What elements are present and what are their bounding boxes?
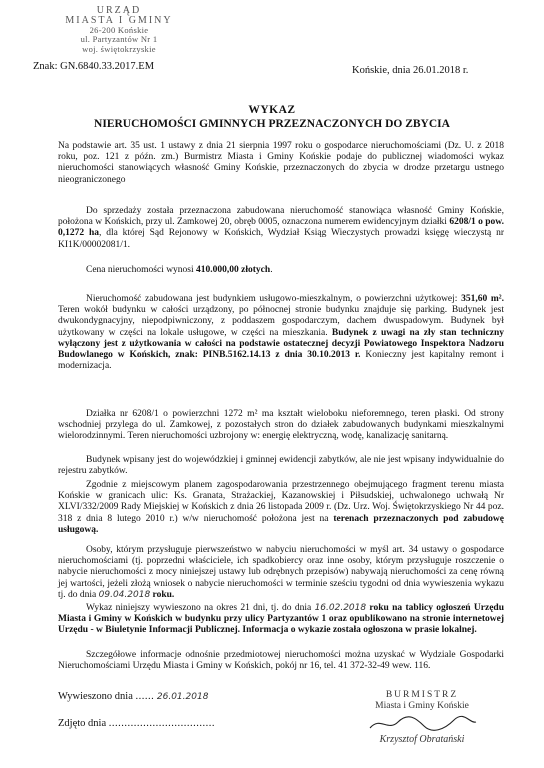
text: Do sprzedaży została przeznaczona zabudowana nieruchomość stanowiąca własność Gminy Końskie, położona w Końskich, przy ul. Zamkowej 20, obręb 0005, oznaczona numerem ewidencyjnym działki (58, 206, 504, 228)
stamp-line: MIASTA I GMINY (65, 14, 173, 26)
stamp-line: woj. świętokrzyskie (82, 44, 156, 55)
reference-number: Znak: GN.6840.33.2017.EM (33, 61, 155, 72)
dots: ...... (135, 691, 155, 702)
stamp-line: ul. Partyzantów Nr 1 (80, 34, 158, 45)
text: Cena nieruchomości wynosi (86, 265, 197, 275)
handwritten-date: 26.01.2018 (156, 692, 209, 702)
paragraph-priority (58, 545, 504, 601)
text: Nieruchomość zabudowana jest budynkiem usługowo-mieszkalnym, o powierzchni użytkowej: (86, 294, 462, 304)
text: Konieczny jest kapitalny remont i modernizacja. (58, 350, 504, 372)
stamp-title: BURMISTRZ (385, 690, 459, 700)
zoning-designation: terenach przeznaczonych pod zabudowę usługową. (58, 513, 504, 535)
floor-area: 351,60 m². (461, 294, 504, 304)
document-subtitle: NIERUCHOMOŚCI GMINNYCH PRZEZNACZONYCH DO ZBYCIA (94, 118, 450, 130)
text: roku. (150, 589, 175, 600)
paragraph-contact: Szczegółowe informacje odnośnie przedmiotowej nieruchomości można uzyskać w Wydziale Gospodarki Nieruchomościami Urzędu Miasta i Gminy w Końskich, pokój nr 16, tel. 41 372-32-49 wew. 116. (58, 650, 504, 672)
text: . (270, 265, 273, 275)
paragraph-plot: Działka nr 6208/1 o powierzchni 1272 m² ma kształt wieloboku nieforemnego, teren płaski. Od strony wschodniej przylega do ul. Zamkowej, z pozostałych stron do działek zabudowanych budynkami mieszkalnymi wielorodzinnymi. Teren nieruchomości uzbrojony w: energię elektryczną, wodę, kanalizację sanitarną. (58, 409, 504, 442)
plot-number: 6208/1 o pow. 0,1272 ha (58, 217, 504, 239)
paragraph-price (58, 265, 504, 276)
paragraph-property (58, 206, 504, 251)
paragraph-zoning (58, 480, 504, 536)
paragraph-building (58, 294, 504, 372)
signature-icon (362, 714, 482, 734)
stamp-line: 26-200 Końskie (89, 24, 149, 35)
place-date: Końskie, dnia 26.01.2018 r. (352, 65, 469, 76)
stamp-office: Miasta i Gminy Końskie (375, 701, 469, 711)
text: roku na tablicy ogłoszeń Urzędu Miasta i Gminy w Końskich w budynku przy ulicy Partyzantów 1 oraz opublikowano na stronie internetowej Urzędu - w Biuletynie Informacji Publicznej. Informacja o wykazie została ogłoszona w prasie lokalnej. (58, 603, 504, 636)
paragraph-heritage: Budynek wpisany jest do wojewódzkiej i gminnej ewidencji zabytków, ale nie jest wpisany indywidualnie do rejestru zabytków. (58, 455, 504, 477)
text: Wykaz niniejszy wywieszono na okres 21 dni, tj. do dnia (86, 603, 315, 613)
office-stamp (44, 6, 194, 55)
document-title: WYKAZ (248, 104, 296, 116)
dots: .................................. (108, 718, 215, 729)
removed-date-line (58, 717, 215, 730)
mayor-stamp (352, 690, 492, 745)
handwritten-date: 09.04.2018 (98, 589, 151, 600)
removed-label: Zdjęto dnia (58, 718, 107, 729)
text: Teren wokół budynku w całości urządzony, po północnej stronie budynku znajduje się parking. Budynek jest dwukondygnacyjny, niepodpiwniczony, z poddaszem gospodarczym, dachem dwuspadowym. Budynek był użytkowany w części na lokale usługowe, w części na mieszkania. (58, 305, 504, 338)
paragraph-legal-basis: Na podstawie art. 35 ust. 1 ustawy z dnia 21 sierpnia 1997 roku o gospodarce nieruchomościami (Dz. U. z 2018 roku, poz. 121 z późn. zm.) Burmistrz Miasta i Gminy Końskie podaje do publicznej wiadomości wykaz nieruchomości stanowiących własność Gminy Końskie, przeznaczonych do zbycia w drodze przetargu ustnego nieograniczonego (58, 141, 504, 185)
signer-name: Krzysztof Obratański (379, 734, 465, 745)
text: , dla której Sąd Rejonowy w Końskich, Wydział Ksiąg Wieczystych prowadzi księgę wieczystą nr KI1K/00002081/1. (58, 228, 504, 250)
paragraph-posting (58, 603, 504, 637)
posted-label: Wywieszono dnia (58, 691, 133, 702)
text: Zgodnie z miejscowym planem zagospodarowania przestrzennego obejmującego fragment terenu miasta Końskie w granicach ulic: Ks. Granata, Strażackiej, Kazanowskiej i Piłsudskiej, uchwalonego uchwałą Nr XLVI/332/2009 Rady Miejskiej w Końskich z dnia 26 listopada 2009 r. (Dz. Urz. Woj. Świętokrzyskiego Nr 44 poz. 318 z dnia 8 lutego 2010 r.) w/w nieruchomość położona jest na (58, 480, 504, 524)
stamp-line: URZĄD (96, 5, 142, 16)
posted-date-line (58, 690, 208, 704)
handwritten-date: 16.02.2018 (314, 603, 367, 613)
price: 410.000,00 złotych (196, 265, 271, 275)
text: Osoby, którym przysługuje pierwszeństwo w nabyciu nieruchomości w myśl art. 34 ustawy o gospodarce nieruchomościami (tj. poprzedni właściciele, ich spadkobiercy oraz inne osoby, którym przysługuje roszczenie o nabycie nieruchomości z mocy niniejszej ustawy lub odrębnych przepisów) nabywają nieruchomości za cenę równą jej wartości, jeżeli złożą wniosek o nabycie nieruchomości w terminie sześciu tygodni od dnia wywieszenia wykazu tj. do dnia (58, 545, 504, 600)
building-status: Budynek z uwagi na zły stan techniczny wyłączony jest z użytkowania w całości na podstawie ostatecznej decyzji Powiatowego Inspektora Nadzoru Budowlanego w Końskich, znak: PINB.5162.14.13 z dnia 30.10.2013 r. (58, 327, 504, 361)
